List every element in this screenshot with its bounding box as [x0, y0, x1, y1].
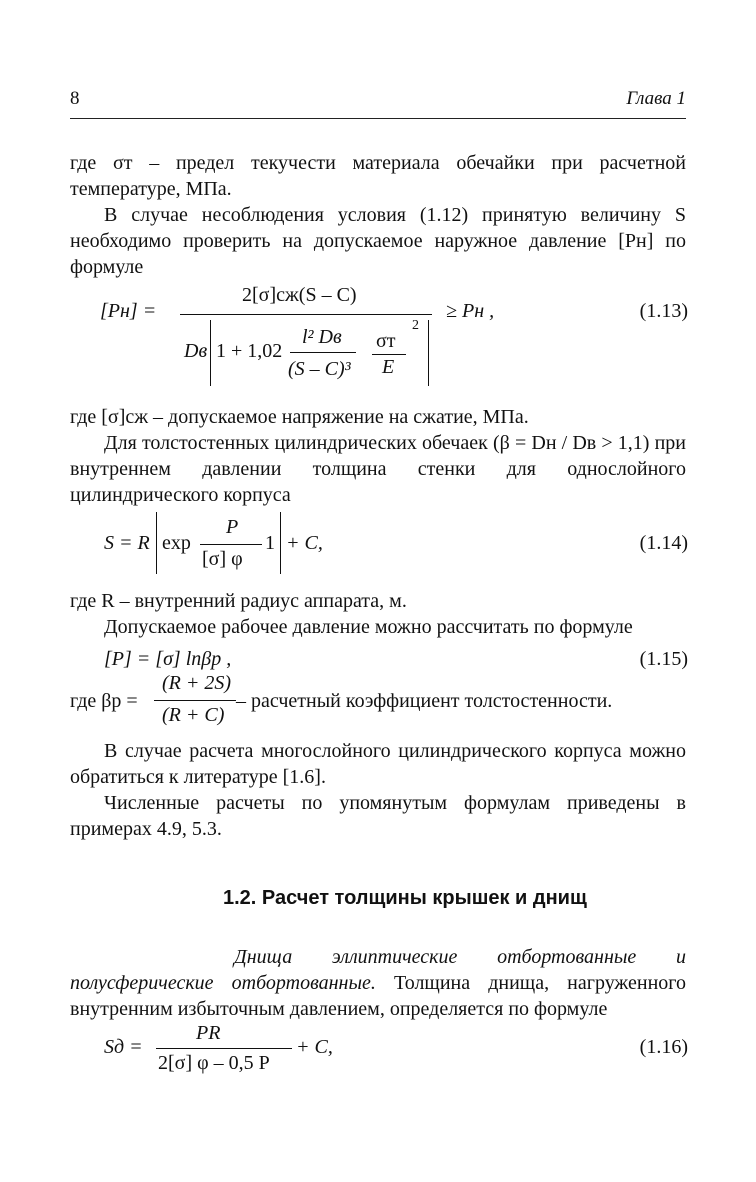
eq113-ratio-bar — [372, 354, 406, 355]
paragraph-heads — [70, 944, 686, 1022]
eq114-lhs: S = R — [104, 532, 150, 554]
eq113-left-bracket — [210, 320, 211, 386]
eq114-tail: – 1 — [250, 532, 275, 554]
paragraph-numerical: Численные расчеты по упомянутым формулам приведены в примерах 4.9, 5.3. — [70, 792, 686, 840]
eq114-den: [σ] φ — [202, 548, 243, 570]
eq113-numerator: 2[σ]сж(S – C) — [242, 284, 357, 306]
eq113-ratio-den: E — [382, 356, 395, 378]
eq113-right-bracket — [428, 320, 429, 386]
eq116-rhs: + C, — [296, 1036, 333, 1058]
page-number: 8 — [70, 88, 80, 109]
eq114-left-bracket — [156, 512, 157, 574]
eq114-num: P — [226, 516, 239, 538]
eq114-number: (1.14) — [639, 532, 688, 554]
eq113-inner-den: (S – C)³ — [288, 358, 351, 380]
eq116-number: (1.16) — [639, 1036, 688, 1058]
paragraph-condition: В случае несоблюдения условия (1.12) принятую величину S необходимо проверить на допускаемое наружное давление [Pн] по формуле — [70, 204, 686, 278]
eq113-rhs: ≥ Pн , — [446, 300, 495, 322]
eq114-right-bracket — [280, 512, 281, 574]
eq114-exp: exp — [162, 532, 191, 554]
beta-suffix: – расчетный коэффициент толстостенности. — [236, 690, 613, 712]
eq113-lhs: [Pн] = — [100, 300, 157, 322]
eq113-fraction-bar — [180, 314, 432, 315]
paragraph-working-pressure: Допускаемое рабочее давление можно рассчитать по формуле — [104, 616, 633, 638]
paragraph-radius: где R – внутренний радиус аппарата, м. — [70, 590, 407, 612]
eq116-num: PR — [196, 1022, 221, 1044]
eq114-rhs: + C, — [286, 532, 323, 554]
eq113-number: (1.13) — [639, 300, 688, 322]
eq116-lhs: Sд = — [104, 1036, 143, 1058]
eq115-number: (1.15) — [639, 648, 688, 670]
paragraph-thick-wall: Для толстостенных цилиндрических обечаек (β = Dн / Dв > 1,1) при внутреннем давлении толщина стенки для однослойного цилиндрического корпуса — [70, 432, 686, 506]
eq113-den-one: 1 + 1,02 — [216, 340, 283, 362]
eq115-formula: [P] = [σ] lnβр , — [104, 648, 232, 670]
paragraph-sigma-definition: где σт – предел текучести материала обечайки при расчетной температуре, МПа. — [70, 152, 686, 200]
beta-fraction-bar — [154, 700, 236, 701]
eq113-power: 2 — [412, 318, 419, 333]
beta-num: (R + 2S) — [162, 672, 232, 694]
chapter-title: Глава 1 — [626, 88, 686, 109]
heads-text: Толщина днища, нагруженного внутренним избыточным давлением, определяется по формуле — [70, 972, 686, 1020]
paragraph-compression-stress: где [σ]сж – допускаемое напряжение на сжатие, МПа. — [70, 406, 529, 428]
paragraph-multilayer: В случае расчета многослойного цилиндрического корпуса можно обратиться к литературе [1.6]. — [70, 740, 686, 788]
eq113-den-prefix: Dв — [184, 340, 208, 362]
eq113-inner-num: l² Dв — [302, 326, 342, 348]
heads-italic-lead: Днища эллиптические отбортованные и полусферические отбортованные. — [70, 946, 686, 994]
eq116-den: 2[σ] φ – 0,5 P — [158, 1052, 270, 1074]
header-rule — [70, 118, 686, 119]
eq113-ratio-num: σт — [376, 330, 396, 352]
section-title: 1.2. Расчет толщины крышек и днищ — [223, 887, 587, 909]
eq113-inner-bar — [290, 352, 356, 353]
beta-den: (R + C) — [162, 704, 225, 726]
eq116-fraction-bar — [156, 1048, 292, 1049]
beta-prefix: где βр = — [70, 690, 138, 712]
